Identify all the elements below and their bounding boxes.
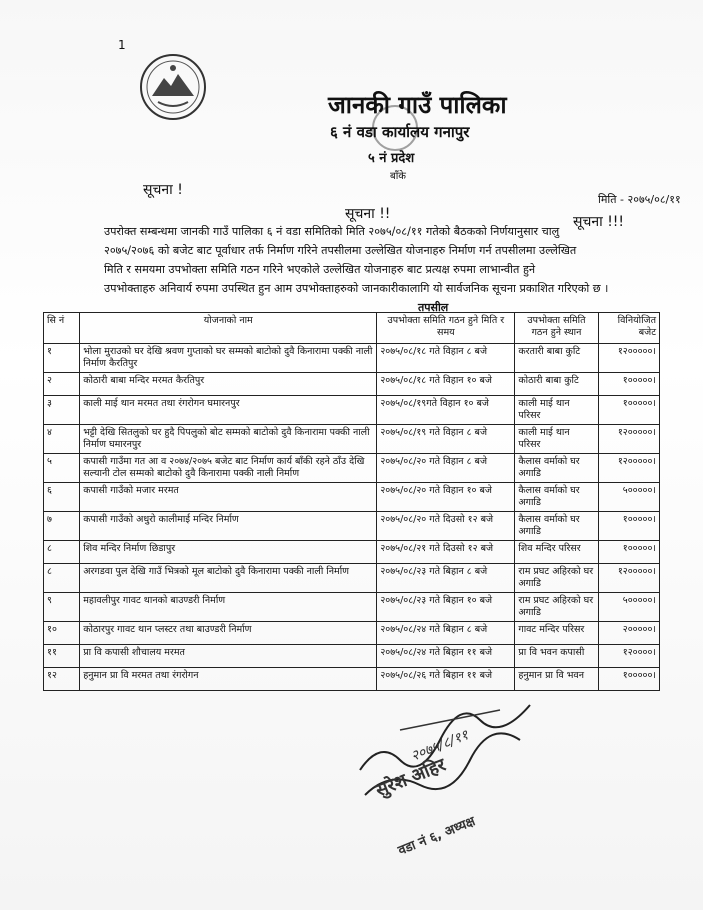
header-datetime: उपभोक्ता समिति गठन हुने मिति र समय xyxy=(377,313,515,344)
paragraph-line: २०७५/२०७६ को बजेट बाट पूर्वाधार तर्फ निर्माण गरिने तपसीलमा उल्लेखित योजनाहरु निर्माण गर्न तपसीलमा उल्लेखित xyxy=(104,244,577,257)
province-name: ५ नं प्रदेश xyxy=(368,151,415,166)
row-project-name: हनुमान प्रा वि मरमत तथा रंगरोगन xyxy=(80,668,377,691)
row-sn: ९ xyxy=(44,593,80,622)
row-sn: ५ xyxy=(44,454,80,483)
district-name: बाँके xyxy=(390,171,406,182)
row-place: कैलास वर्माको घर अगाडि xyxy=(515,454,598,483)
row-budget: २०००००। xyxy=(598,622,659,645)
table-row xyxy=(44,425,660,454)
row-place: राम प्रघट अहिरको घर अगाडि xyxy=(515,564,598,593)
row-sn: १ xyxy=(44,344,80,373)
notice-heading-2: सूचना !! xyxy=(345,206,391,222)
table-row xyxy=(44,564,660,593)
table-row xyxy=(44,593,660,622)
row-sn: २ xyxy=(44,373,80,396)
table-row xyxy=(44,512,660,541)
row-datetime: २०७५/०८/१९गते विहान १० बजे xyxy=(377,396,515,425)
paragraph-line: उपभोक्ताहरु अनिवार्य रुपमा उपस्थित हुन आम उपभोक्ताहरुको जानकारीकालागि यो सार्वजनिक सूचना प्रकाशित गरिएको छ । xyxy=(104,282,609,295)
table-row xyxy=(44,344,660,373)
signature-scribble xyxy=(340,700,540,870)
row-place: कैलास वर्माको घर अगाडि xyxy=(515,483,598,512)
row-budget: १२०००००। xyxy=(598,564,659,593)
row-datetime: २०७५/०८/२४ गते बिहान ११ बजे xyxy=(377,645,515,668)
row-project-name: काली माई थान मरमत तथा रंगरोगन घमारनपुर xyxy=(80,396,377,425)
row-budget: १०००००। xyxy=(598,668,659,691)
project-table xyxy=(43,312,660,691)
signatory-name: सुरेश अहिर xyxy=(372,754,449,802)
row-project-name: भोला मुराउको घर देखि श्रवण गुप्ताको घर सम्मको बाटोको दुवै किनारामा पक्की नाली निर्माण कैरतिपुर xyxy=(80,344,377,373)
header-place: उपभोक्ता समिति गठन हुने स्थान xyxy=(515,313,598,344)
paragraph-line: मिति र समयमा उपभोक्ता समिति गठन गरिने भएकोले उल्लेखित योजनाहरु बाट प्रत्यक्ष रुपमा लाभान्वीत हुने xyxy=(104,263,536,276)
row-project-name: कपासी गाउँको मजार मरमत xyxy=(80,483,377,512)
notice-date: मिति - २०७५/०८/११ xyxy=(598,193,681,206)
row-datetime: २०७५/०८/१८ गते विहान ८ बजे xyxy=(377,344,515,373)
row-place: हनुमान प्रा वि भवन xyxy=(515,668,598,691)
signature-date: २०७५/८/११ xyxy=(408,727,471,765)
row-budget: १०००००। xyxy=(598,396,659,425)
row-place: प्रा वि भवन कपासी xyxy=(515,645,598,668)
row-sn: ७ xyxy=(44,512,80,541)
notice-heading-3: सूचना !!! xyxy=(573,214,625,230)
row-sn: ६ xyxy=(44,483,80,512)
row-place: करतारी बाबा कुटि xyxy=(515,344,598,373)
table-row xyxy=(44,483,660,512)
row-sn: ८ xyxy=(44,541,80,564)
table-row xyxy=(44,541,660,564)
row-project-name: कोठारपुर गावट थान प्लस्टर तथा बाउण्डरी निर्माण xyxy=(80,622,377,645)
header-sn: सि नं xyxy=(44,313,80,344)
row-project-name: कोठारी बाबा मन्दिर मरमत कैरतिपुर xyxy=(80,373,377,396)
row-budget: १२०००००। xyxy=(598,344,659,373)
row-sn: ११ xyxy=(44,645,80,668)
table-header-row xyxy=(44,313,660,344)
row-project-name: महावलीपुर गावट थानको बाउण्डरी निर्माण xyxy=(80,593,377,622)
row-budget: ५०००००। xyxy=(598,483,659,512)
row-sn: १२ xyxy=(44,668,80,691)
government-emblem-icon xyxy=(138,52,208,122)
row-datetime: २०७५/०८/२३ गते बिहान ८ बजे xyxy=(377,564,515,593)
details-label: तपसील xyxy=(418,301,449,314)
row-place: कैलास वर्माको घर अगाडि xyxy=(515,512,598,541)
row-budget: ५०००००। xyxy=(598,593,659,622)
row-project-name: प्रा वि कपासी शौचालय मरमत xyxy=(80,645,377,668)
notice-paragraph xyxy=(104,222,694,298)
row-place: राम प्रघट अहिरको घर अगाडि xyxy=(515,593,598,622)
row-datetime: २०७५/०८/१९ गते विहान ८ बजे xyxy=(377,425,515,454)
row-place: काली माई थान परिसर xyxy=(515,396,598,425)
row-datetime: २०७५/०८/२४ गते बिहान ८ बजे xyxy=(377,622,515,645)
row-place: शिव मन्दिर परिसर xyxy=(515,541,598,564)
row-budget: १०००००। xyxy=(598,373,659,396)
row-datetime: २०७५/०८/२३ गते बिहान १० बजे xyxy=(377,593,515,622)
office-name: ६ नं वडा कार्यालय गनापुर xyxy=(330,123,470,141)
table-row xyxy=(44,373,660,396)
organization-name: जानकी गाउँ पालिका xyxy=(328,91,507,119)
table-row xyxy=(44,645,660,668)
table-row xyxy=(44,396,660,425)
row-budget: १२०००००। xyxy=(598,454,659,483)
row-datetime: २०७५/०८/२० गते विहान ८ बजे xyxy=(377,454,515,483)
paragraph-line: उपरोक्त सम्बन्धमा जानकी गाउँ पालिका ६ नं वडा समितिको मिति २०७५/०८/११ गतेको बैठकको निर्णयानुसार चालु xyxy=(104,225,560,238)
row-datetime: २०७५/०८/२० गते दिउसो १२ बजे xyxy=(377,512,515,541)
row-place: कोठारी बाबा कुटि xyxy=(515,373,598,396)
page-number: 1 xyxy=(118,38,126,52)
row-datetime: २०७५/०८/२० गते विहान १० बजे xyxy=(377,483,515,512)
row-sn: ३ xyxy=(44,396,80,425)
row-sn: ८ xyxy=(44,564,80,593)
header-project-name: योजनाको नाम xyxy=(80,313,377,344)
row-budget: १०००००। xyxy=(598,541,659,564)
row-project-name: अरगडवा पुल देखि गाउँ भित्रको मूल बाटोको दुवै किनारामा पक्की नाली निर्माण xyxy=(80,564,377,593)
row-place: गावट मन्दिर परिसर xyxy=(515,622,598,645)
table-row xyxy=(44,622,660,645)
row-sn: ४ xyxy=(44,425,80,454)
row-project-name: कपासी गाउँको अधुरो कालीमाई मन्दिर निर्माण xyxy=(80,512,377,541)
table-row xyxy=(44,668,660,691)
row-project-name: शिव मन्दिर निर्माण छिडापुर xyxy=(80,541,377,564)
header-budget: विनियोजित बजेट xyxy=(598,313,659,344)
row-place: काली माई थान परिसर xyxy=(515,425,598,454)
table-row xyxy=(44,454,660,483)
row-datetime: २०७५/०८/२६ गते बिहान ११ बजे xyxy=(377,668,515,691)
signatory-title: वडा नं ६, अध्यक्ष xyxy=(396,814,478,859)
row-datetime: २०७५/०८/१८ गते विहान १० बजे xyxy=(377,373,515,396)
row-project-name: कपासी गाउँमा गत आ व २०७४/२०७५ बजेट बाट निर्माण कार्य बाँकी रहने ठाँउ देखि सल्यानी टोल सम्मको बाटोको दुवै किनारामा पक्की नाली निर्माण xyxy=(80,454,377,483)
row-budget: १०००००। xyxy=(598,512,659,541)
notice-heading-1: सूचना ! xyxy=(143,182,183,198)
row-budget: १२००००। xyxy=(598,645,659,668)
row-sn: १० xyxy=(44,622,80,645)
row-project-name: भट्टी देखि सितलुको घर हुदै पिपलुको बोट सम्मको बाटोको दुवै किनारामा पक्की नाली निर्माण घमारनपुर xyxy=(80,425,377,454)
row-budget: १२०००००। xyxy=(598,425,659,454)
row-datetime: २०७५/०८/२१ गते दिउसो १२ बजे xyxy=(377,541,515,564)
